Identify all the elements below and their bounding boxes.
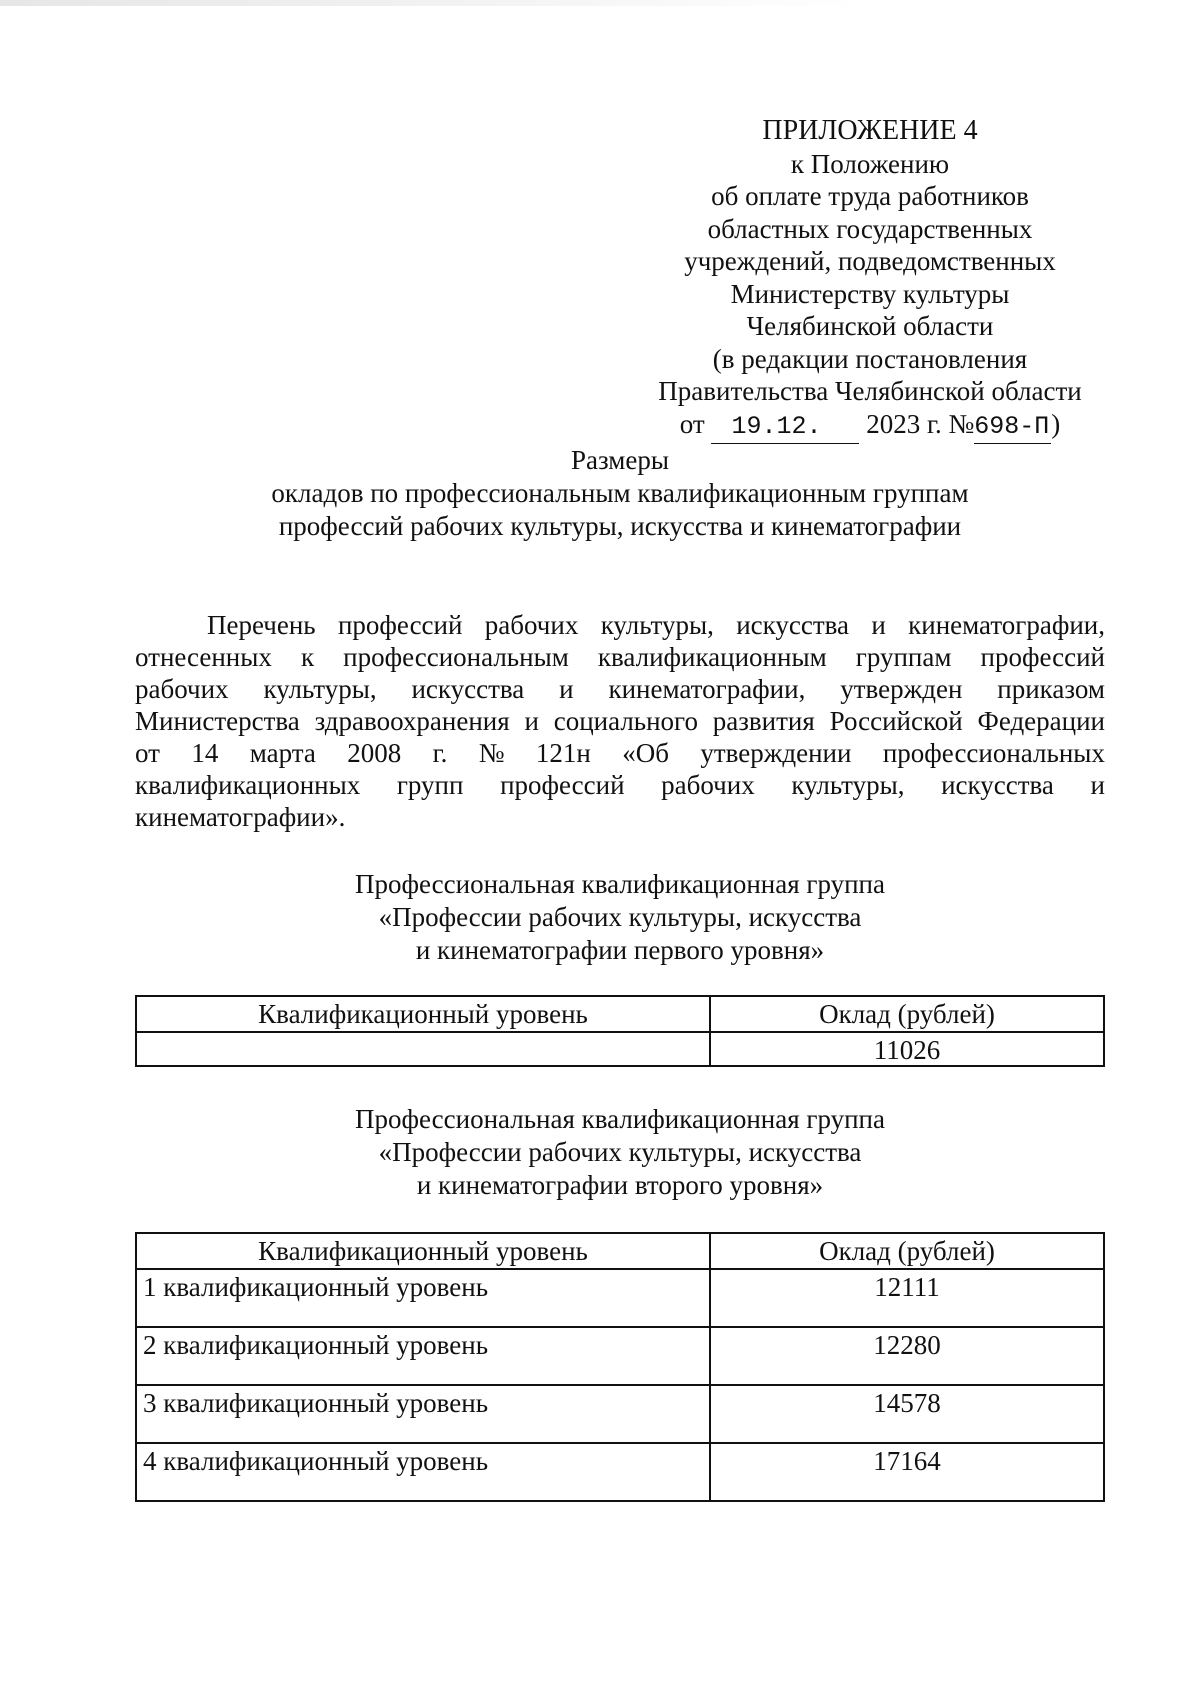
paragraph-word: отнесенных bbox=[135, 642, 272, 672]
date-value: 19.12. bbox=[711, 411, 859, 445]
paragraph-word: и bbox=[524, 706, 539, 736]
heading-line: профессий рабочих культуры, искусства и кинематографии bbox=[278, 511, 962, 541]
paragraph-word: Министерства bbox=[135, 706, 300, 736]
paragraph-line bbox=[135, 737, 1105, 769]
level-cell: 4 квалификационный уровень bbox=[136, 1443, 710, 1501]
column-header-level: Квалификационный уровень bbox=[136, 1233, 710, 1269]
table-row bbox=[136, 1269, 1104, 1327]
paragraph-word: от bbox=[135, 738, 160, 768]
level-cell: 2 квалификационный уровень bbox=[136, 1327, 710, 1385]
paragraph-word: профессиональным bbox=[343, 642, 569, 672]
table-row bbox=[136, 1443, 1104, 1501]
heading-title: Размеры bbox=[571, 445, 669, 475]
paragraph-word: искусства bbox=[411, 674, 525, 704]
document-number: 698-П bbox=[974, 411, 1051, 445]
annex-line: (в редакции постановления bbox=[712, 343, 1028, 374]
group-heading-line: «Профессии рабочих культуры, искусства bbox=[378, 902, 862, 932]
paragraph-word: квалификационных bbox=[135, 770, 361, 800]
table-row bbox=[136, 1385, 1104, 1443]
paragraph-word: рабочих bbox=[484, 610, 579, 640]
level-cell: 1 квалификационный уровень bbox=[136, 1269, 710, 1327]
group-heading-line: и кинематографии второго уровня» bbox=[416, 1170, 824, 1200]
paragraph-word: профессиональных bbox=[882, 738, 1105, 768]
group1-salary-table bbox=[135, 995, 1105, 1067]
paragraph-word: культуры, bbox=[600, 610, 714, 640]
paragraph-word: кинематографии, bbox=[908, 610, 1105, 640]
paragraph-word: квалификационным bbox=[597, 642, 827, 672]
column-header-level: Квалификационный уровень bbox=[136, 996, 710, 1032]
salary-cell: 12280 bbox=[710, 1327, 1104, 1385]
paragraph-line bbox=[135, 641, 1105, 673]
paragraph-word: и bbox=[1090, 770, 1105, 800]
column-header-salary: Оклад (рублей) bbox=[710, 996, 1104, 1032]
group2-heading bbox=[135, 1103, 1105, 1202]
paragraph-word: к bbox=[300, 642, 315, 672]
paragraph-word: искусства bbox=[941, 770, 1054, 800]
paragraph-word: искусства bbox=[736, 610, 849, 640]
date-year: 2023 г. № bbox=[866, 408, 975, 439]
table-header-row bbox=[136, 996, 1104, 1032]
salary-cell: 12111 bbox=[710, 1269, 1104, 1327]
table-row bbox=[136, 1327, 1104, 1385]
group-heading-line: и кинематографии первого уровня» bbox=[415, 935, 825, 965]
group-heading-line: Профессиональная квалификационная группа bbox=[355, 1104, 885, 1134]
table-row bbox=[136, 1032, 1104, 1066]
paragraph-word: 121н bbox=[535, 738, 591, 768]
paragraph-word: профессий bbox=[980, 642, 1105, 672]
salary-cell: 17164 bbox=[710, 1443, 1104, 1501]
paragraph-line bbox=[135, 705, 1105, 737]
table-header-row bbox=[136, 1233, 1104, 1269]
paragraph-word: 2008 bbox=[347, 738, 402, 768]
paragraph-line bbox=[135, 609, 1105, 641]
paragraph-word: Перечень bbox=[207, 610, 316, 640]
annex-title: ПРИЛОЖЕНИЕ 4 bbox=[762, 115, 978, 146]
paragraph-word: группам bbox=[855, 642, 952, 672]
paragraph-line bbox=[135, 801, 1105, 833]
paragraph-word: социального bbox=[553, 706, 698, 736]
level-cell: 3 квалификационный уровень bbox=[136, 1385, 710, 1443]
group-heading-line: Профессиональная квалификационная группа bbox=[355, 869, 885, 899]
paragraph-word: здравоохранения bbox=[314, 706, 510, 736]
group2-salary-table bbox=[135, 1232, 1105, 1502]
paragraph-word: Федерации bbox=[977, 706, 1105, 736]
annex-line: учреждений, подведомственных bbox=[684, 246, 1056, 276]
group1-heading bbox=[135, 868, 1105, 967]
annex-line: Правительства Челябинской области bbox=[658, 376, 1082, 406]
closing-paren: ) bbox=[1051, 408, 1061, 439]
scan-artifact bbox=[0, 0, 860, 6]
paragraph-word: № bbox=[478, 738, 505, 768]
paragraph-word: марта bbox=[249, 738, 316, 768]
annex-date-line bbox=[640, 408, 1100, 445]
paragraph-line bbox=[135, 769, 1105, 801]
annex-line: областных государственных bbox=[707, 213, 1033, 244]
level-cell bbox=[136, 1032, 710, 1066]
paragraph-word: профессий bbox=[337, 610, 463, 640]
salary-cell: 14578 bbox=[710, 1385, 1104, 1443]
paragraph-word: профессий bbox=[500, 770, 625, 800]
paragraph-word: групп bbox=[396, 770, 464, 800]
paragraph-word: Российской bbox=[829, 706, 963, 736]
paragraph-word: кинематографии, bbox=[608, 674, 806, 704]
paragraph-word: кинематографии». bbox=[135, 802, 346, 832]
paragraph-word: «Об bbox=[622, 738, 669, 768]
annex-line: к Положению bbox=[790, 148, 950, 179]
salary-cell: 11026 bbox=[710, 1032, 1104, 1066]
paragraph-word: утверждении bbox=[700, 738, 852, 768]
annex-line: Министерству культуры bbox=[730, 278, 1010, 309]
paragraph-word: культуры, bbox=[791, 770, 905, 800]
date-prefix: от bbox=[679, 408, 705, 439]
paragraph-word: и bbox=[559, 674, 574, 704]
paragraph-word: г. bbox=[432, 738, 448, 768]
intro-paragraph bbox=[135, 609, 1105, 833]
paragraph-word: рабочих bbox=[661, 770, 755, 800]
annex-header bbox=[640, 115, 1100, 444]
paragraph-line bbox=[135, 673, 1105, 705]
paragraph-word: и bbox=[871, 610, 886, 640]
group-heading-line: «Профессии рабочих культуры, искусства bbox=[378, 1137, 862, 1167]
column-header-salary: Оклад (рублей) bbox=[710, 1233, 1104, 1269]
paragraph-word: рабочих bbox=[135, 674, 229, 704]
heading-line: окладов по профессиональным квалификационным группам bbox=[271, 478, 969, 508]
paragraph-word: культуры, bbox=[263, 674, 377, 704]
paragraph-word: приказом bbox=[997, 674, 1105, 704]
paragraph-word: 14 bbox=[191, 738, 219, 768]
document-heading bbox=[135, 444, 1105, 543]
paragraph-word: развития bbox=[712, 706, 815, 736]
annex-line: об оплате труда работников bbox=[711, 181, 1029, 211]
annex-line: Челябинской области bbox=[746, 311, 994, 341]
paragraph-word: утвержден bbox=[840, 674, 963, 704]
